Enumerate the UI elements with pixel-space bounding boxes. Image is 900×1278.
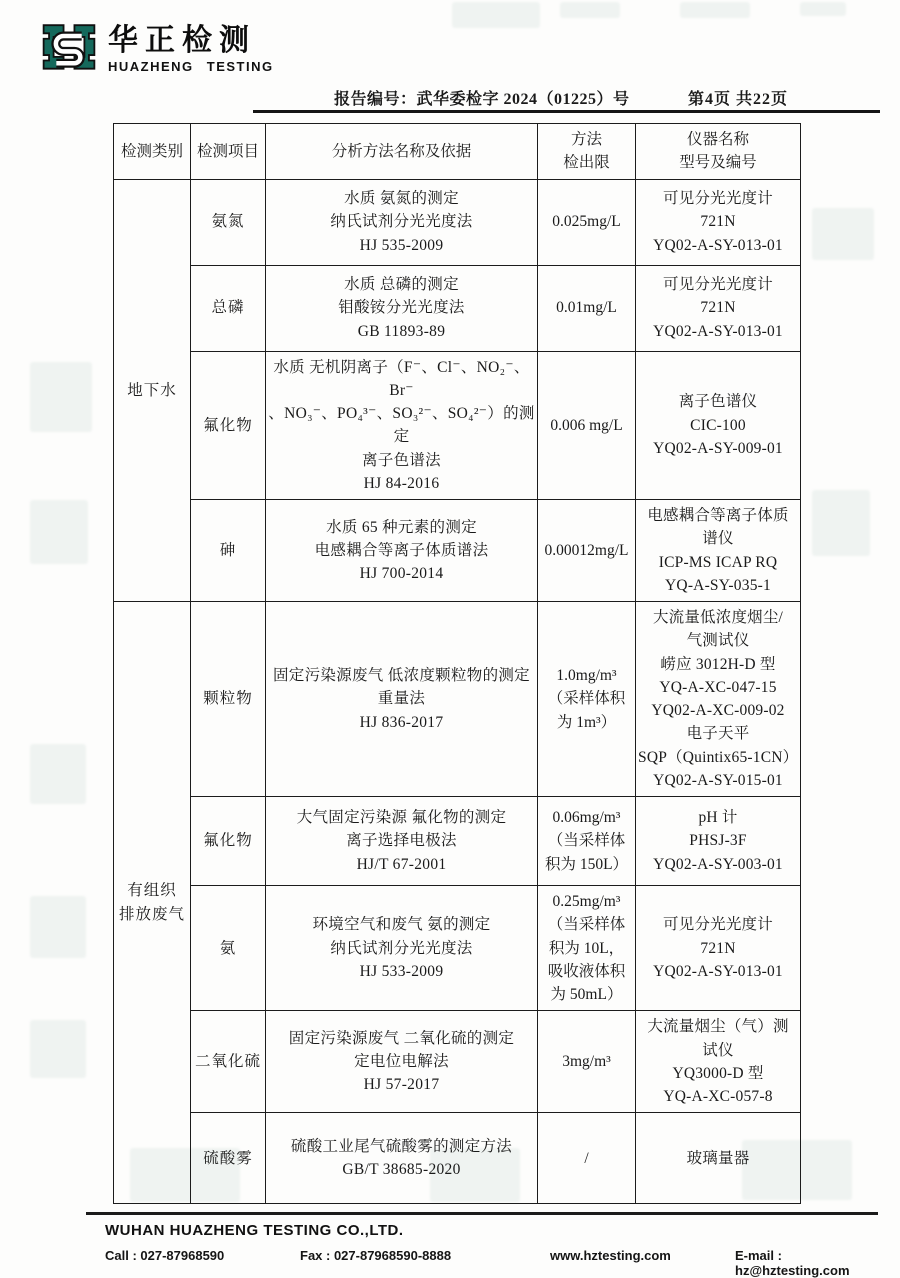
cell-line: PHSJ-3F bbox=[689, 832, 747, 850]
cell-line: GB/T 38685-2020 bbox=[342, 1161, 461, 1179]
scan-artifact bbox=[452, 2, 540, 28]
category-cell bbox=[114, 179, 191, 602]
instrument-cell bbox=[636, 500, 801, 602]
cell-line: 崂应 3012H-D 型 bbox=[660, 655, 776, 673]
email-address: E-mail : hz@hztesting.com bbox=[735, 1248, 850, 1278]
method-cell bbox=[266, 265, 538, 351]
column-header bbox=[538, 124, 636, 180]
cell-line: 纳氏试剂分光光度法 bbox=[330, 939, 473, 957]
cell-line: ICP-MS ICAP RQ bbox=[658, 553, 778, 571]
test-item-cell: 氟化物 bbox=[191, 797, 266, 886]
detection-limit-cell bbox=[538, 1113, 636, 1204]
scan-artifact bbox=[30, 500, 88, 564]
cell-line: HJ 700-2014 bbox=[359, 565, 444, 583]
detection-limit-cell bbox=[538, 500, 636, 602]
company-logo bbox=[40, 16, 274, 76]
instrument-cell bbox=[636, 1113, 801, 1204]
instrument-cell bbox=[636, 351, 801, 500]
cell-line: pH 计 bbox=[698, 809, 738, 827]
cell-line: GB 11893-89 bbox=[357, 322, 446, 340]
scan-artifact bbox=[30, 1020, 86, 1078]
cell-line: HJ 836-2017 bbox=[359, 713, 444, 731]
cell-line: HJ/T 67-2001 bbox=[356, 855, 447, 873]
method-cell bbox=[266, 602, 538, 797]
cell-line: 大流量低浓度烟尘/ bbox=[652, 609, 784, 626]
cell-line: 1.0mg/m³ bbox=[556, 667, 617, 685]
cell-line: CIC-100 bbox=[690, 416, 746, 434]
detection-limit-cell bbox=[538, 351, 636, 500]
cell-line: YQ-A-SY-035-1 bbox=[665, 576, 771, 594]
cell-line: 3mg/m³ bbox=[562, 1053, 611, 1071]
method-cell bbox=[266, 500, 538, 602]
header-rule bbox=[253, 110, 880, 113]
footer bbox=[105, 1222, 865, 1278]
cell-line: HJ 57-2017 bbox=[363, 1076, 440, 1094]
cell-line: YQ-A-XC-057-8 bbox=[663, 1088, 773, 1105]
cell-line: / bbox=[584, 1149, 589, 1167]
cell-line: 电感耦合等离子体质谱法 bbox=[314, 541, 489, 559]
cell-line: YQ-A-XC-047-15 bbox=[659, 678, 777, 696]
cell-line: 大气固定污染源 氟化物的测定 bbox=[296, 809, 507, 827]
cell-line: 试仪 bbox=[702, 1041, 734, 1059]
cell-line: 积为 10L， bbox=[548, 939, 625, 957]
detection-limit-cell bbox=[538, 1011, 636, 1113]
scan-artifact bbox=[30, 362, 92, 432]
test-item-cell: 氨 bbox=[191, 886, 266, 1011]
cell-line: 离子色谱仪 bbox=[678, 393, 758, 411]
instrument-cell bbox=[636, 179, 801, 265]
detection-limit-cell bbox=[538, 886, 636, 1011]
cell-line: 水质 总磷的测定 bbox=[344, 276, 459, 294]
cell-line: 型号及编号 bbox=[679, 154, 757, 172]
cell-line: 0.00012mg/L bbox=[544, 541, 629, 559]
cell-line: 0.25mg/m³ bbox=[552, 893, 621, 910]
cell-line: 0.06mg/m³ bbox=[552, 809, 621, 827]
instrument-cell bbox=[636, 265, 801, 351]
test-item-cell: 硫酸雾 bbox=[191, 1113, 266, 1204]
scan-artifact bbox=[800, 2, 846, 16]
test-item-cell: 总磷 bbox=[191, 265, 266, 351]
cell-line: YQ3000-D 型 bbox=[672, 1064, 764, 1082]
company-name: WUHAN HUAZHENG TESTING CO.,LTD. bbox=[105, 1222, 404, 1239]
cell-line: 气测试仪 bbox=[686, 632, 750, 650]
cell-line: 离子色谱法 bbox=[361, 451, 441, 469]
test-item-cell: 砷 bbox=[191, 500, 266, 602]
cell-line: 仪器名称 bbox=[686, 131, 749, 148]
scan-artifact bbox=[560, 2, 620, 18]
scan-artifact bbox=[812, 208, 874, 260]
cell-line: 分析方法名称及依据 bbox=[331, 142, 472, 160]
cell-line: YQ02-A-SY-013-01 bbox=[653, 962, 783, 980]
instrument-cell bbox=[636, 1011, 801, 1113]
cell-line: 硫酸工业尾气硫酸雾的测定方法 bbox=[290, 1138, 513, 1155]
page-indicator: 第4页 共22页 bbox=[688, 91, 789, 108]
cell-line: 电感耦合等离子体质 bbox=[647, 507, 789, 524]
cell-line: 检出限 bbox=[563, 154, 610, 172]
cell-line: 固定污染源废气 低浓度颗粒物的测定 bbox=[273, 667, 530, 685]
cell-line: 检测项目 bbox=[196, 142, 259, 160]
cell-line: 方法 bbox=[570, 131, 602, 148]
instrument-cell bbox=[636, 797, 801, 886]
column-header bbox=[191, 124, 266, 180]
website-link: www.hztesting.com bbox=[550, 1248, 671, 1263]
cell-line: YQ02-A-SY-013-01 bbox=[653, 322, 783, 340]
cell-line: YQ02-A-SY-015-01 bbox=[653, 771, 783, 789]
scan-artifact bbox=[680, 2, 750, 18]
method-cell bbox=[266, 797, 538, 886]
cell-line: （当采样体 bbox=[547, 832, 626, 850]
test-item-cell: 二氧化硫 bbox=[191, 1011, 266, 1113]
phone-number: Call : 027-87968590 bbox=[105, 1248, 225, 1263]
instrument-cell bbox=[636, 886, 801, 1011]
cell-line: SQP（Quintix65-1CN） bbox=[638, 748, 799, 766]
cell-line: 721N bbox=[700, 213, 736, 231]
test-item-cell: 颗粒物 bbox=[191, 602, 266, 797]
cell-line: HJ 84-2016 bbox=[363, 474, 440, 492]
scan-artifact bbox=[30, 744, 86, 804]
cell-line: 环境空气和废气 氨的测定 bbox=[312, 916, 491, 934]
cell-line: 纳氏试剂分光光度法 bbox=[330, 213, 473, 231]
detection-limit-cell bbox=[538, 602, 636, 797]
cell-line: 固定污染源废气 二氧化硫的测定 bbox=[288, 1029, 515, 1047]
cell-line: 钼酸铵分光光度法 bbox=[338, 299, 465, 317]
test-item-cell: 氟化物 bbox=[191, 351, 266, 500]
logo-subtitle: HUAZHENG TESTING bbox=[108, 59, 274, 74]
cell-line: 为 1m³） bbox=[556, 713, 617, 731]
cell-line: 排放废气 bbox=[118, 905, 185, 923]
cell-line: 水质 氨氮的测定 bbox=[344, 190, 459, 208]
cell-line: YQ02-A-XC-009-02 bbox=[651, 702, 785, 719]
cell-line: 0.025mg/L bbox=[552, 213, 621, 231]
logo-title: 华正检测 bbox=[108, 24, 256, 57]
cell-line: YQ02-A-SY-009-01 bbox=[653, 439, 783, 457]
cell-line: HJ 533-2009 bbox=[359, 962, 444, 980]
report-number: 报告编号：武华委检字 2024（01225）号 bbox=[334, 91, 630, 108]
cell-line: 水质 65 种元素的测定 bbox=[326, 518, 477, 536]
cell-line: 地下水 bbox=[127, 381, 177, 399]
scan-artifact bbox=[30, 896, 86, 958]
detection-limit-cell bbox=[538, 797, 636, 886]
column-header bbox=[114, 124, 191, 180]
cell-line: 0.006 mg/L bbox=[550, 416, 623, 434]
cell-line: 可见分光光度计 bbox=[663, 916, 773, 934]
cell-line: 721N bbox=[700, 939, 736, 957]
cell-line: 水质 无机阴离子（F⁻、Cl⁻、NO₂⁻、Br⁻ bbox=[273, 358, 530, 399]
cell-line: 吸收液体积 bbox=[547, 962, 626, 980]
cell-line: 有组织 bbox=[127, 882, 177, 900]
cell-line: （当采样体 bbox=[547, 916, 626, 934]
cell-line: 检测类别 bbox=[120, 142, 183, 160]
scan-artifact bbox=[812, 490, 870, 556]
cell-line: 谱仪 bbox=[702, 530, 734, 548]
footer-rule bbox=[86, 1212, 878, 1215]
cell-line: 为 50mL） bbox=[550, 986, 623, 1003]
detection-limit-cell bbox=[538, 265, 636, 351]
cell-line: 、NO₃⁻、PO₄³⁻、SO₃²⁻、SO₄²⁻）的测定 bbox=[268, 405, 535, 446]
cell-line: YQ02-A-SY-003-01 bbox=[653, 855, 783, 873]
test-item-cell: 氨氮 bbox=[191, 179, 266, 265]
cell-line: 可见分光光度计 bbox=[663, 276, 773, 294]
cell-line: 721N bbox=[700, 299, 736, 317]
cell-line: 可见分光光度计 bbox=[663, 190, 773, 208]
method-cell bbox=[266, 179, 538, 265]
cell-line: 离子选择电极法 bbox=[346, 832, 457, 850]
column-header bbox=[636, 124, 801, 180]
method-cell bbox=[266, 1011, 538, 1113]
cell-line: （采样体积 bbox=[547, 690, 626, 708]
cell-line: 定电位电解法 bbox=[354, 1053, 449, 1071]
method-cell bbox=[266, 886, 538, 1011]
test-method-table bbox=[113, 123, 801, 1204]
cell-line: HJ 535-2009 bbox=[359, 236, 444, 254]
fax-number: Fax : 027-87968590-8888 bbox=[300, 1248, 452, 1263]
instrument-cell bbox=[636, 602, 801, 797]
huazheng-logo-icon bbox=[40, 16, 98, 76]
cell-line: 电子天平 bbox=[686, 725, 750, 743]
method-cell bbox=[266, 351, 538, 500]
detection-limit-cell bbox=[538, 179, 636, 265]
category-cell bbox=[114, 602, 191, 1204]
cell-line: 重量法 bbox=[377, 690, 426, 708]
column-header bbox=[266, 124, 538, 180]
cell-line: 积为 150L） bbox=[544, 855, 629, 873]
cell-line: 0.01mg/L bbox=[556, 299, 617, 317]
method-cell bbox=[266, 1113, 538, 1204]
cell-line: 玻璃量器 bbox=[686, 1149, 750, 1167]
cell-line: 大流量烟尘（气）测 bbox=[647, 1018, 789, 1036]
cell-line: YQ02-A-SY-013-01 bbox=[653, 236, 783, 254]
